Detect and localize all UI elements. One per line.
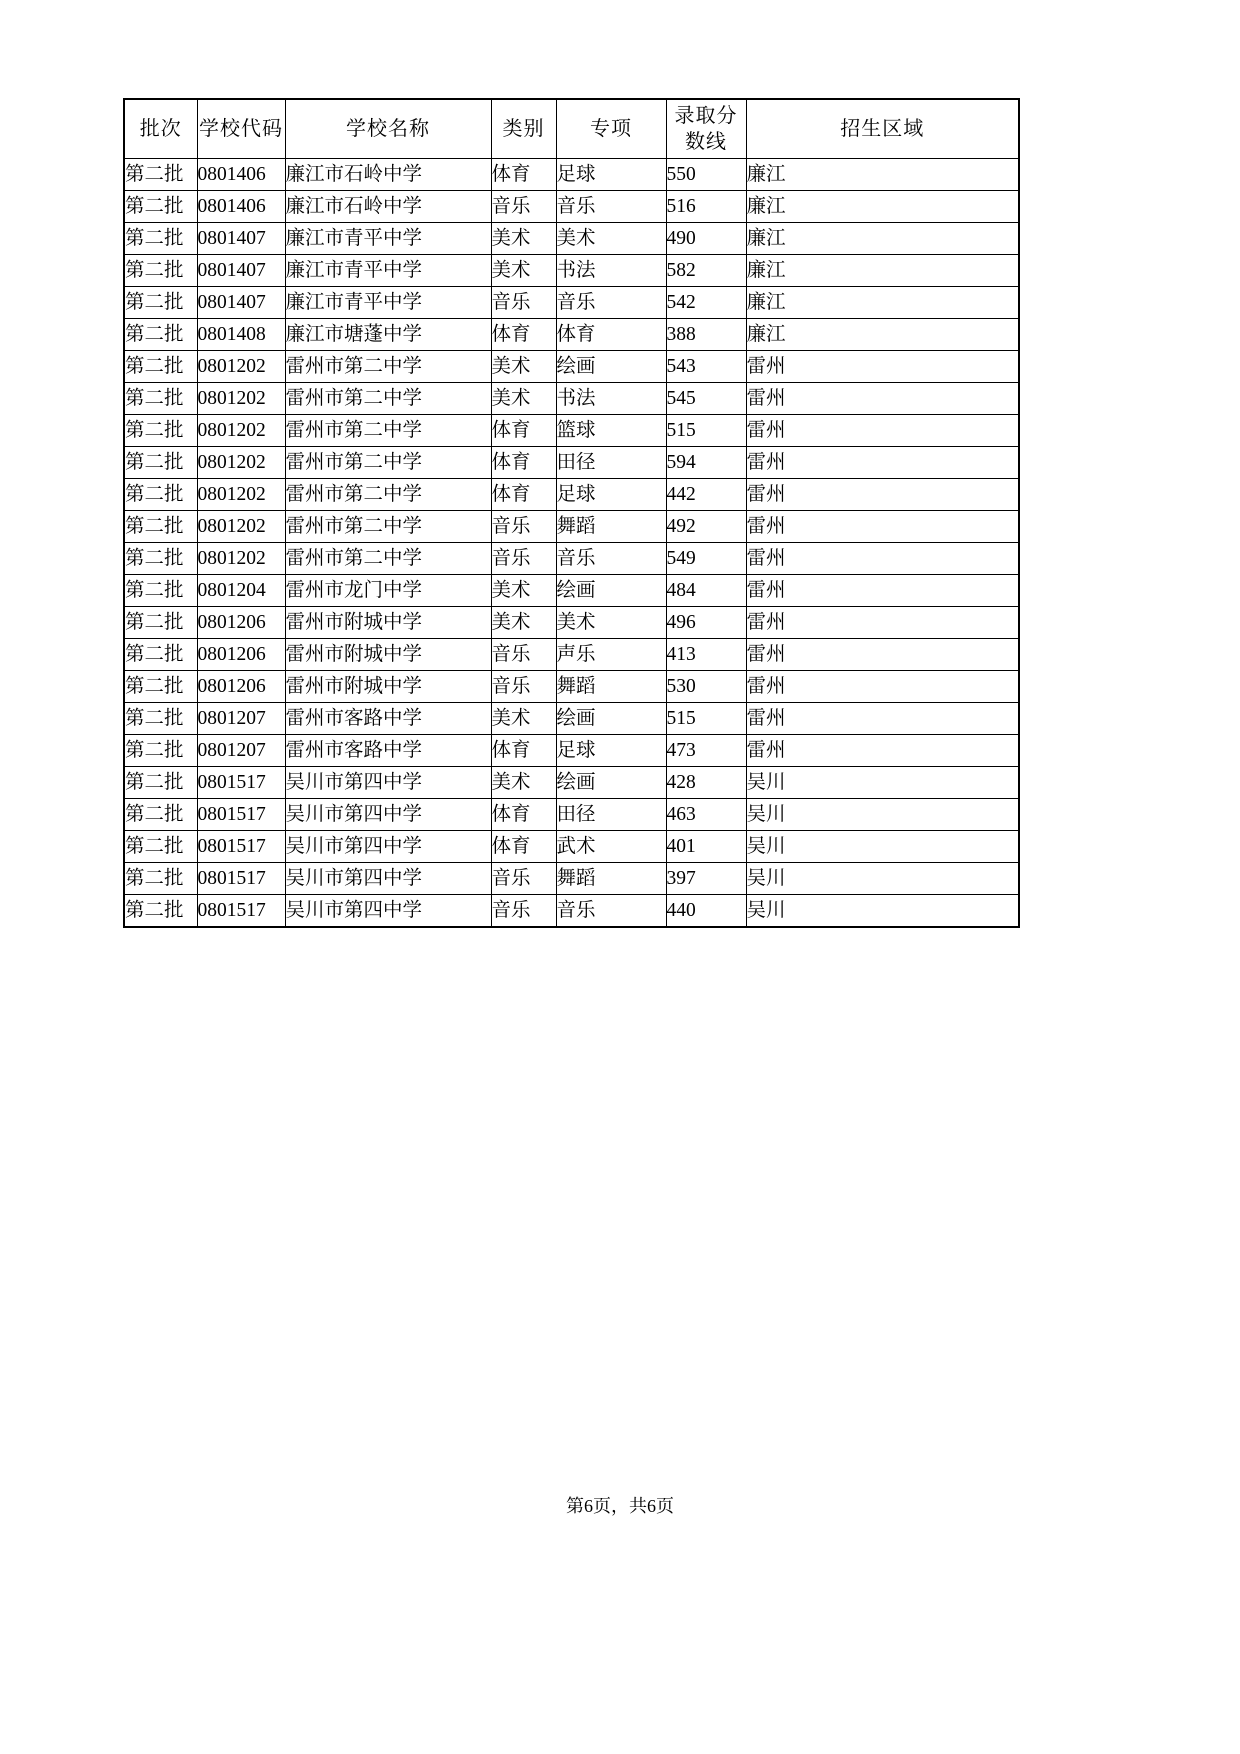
cell-major: 田径 xyxy=(556,447,666,479)
cell-school-name: 雷州市第二中学 xyxy=(285,351,491,383)
cell-school-name: 廉江市青平中学 xyxy=(285,287,491,319)
cell-category: 美术 xyxy=(491,255,556,287)
cell-major: 绘画 xyxy=(556,767,666,799)
cell-major: 舞蹈 xyxy=(556,671,666,703)
cell-school-code: 0801407 xyxy=(197,255,285,287)
cell-category: 音乐 xyxy=(491,895,556,928)
cell-batch: 第二批 xyxy=(124,863,197,895)
cell-batch: 第二批 xyxy=(124,639,197,671)
cell-batch: 第二批 xyxy=(124,543,197,575)
header-row xyxy=(124,99,1019,159)
cell-region: 雷州 xyxy=(746,383,1019,415)
cell-school-code: 0801207 xyxy=(197,703,285,735)
cell-category: 音乐 xyxy=(491,543,556,575)
cell-school-code: 0801204 xyxy=(197,575,285,607)
column-header-region: 招生区域 xyxy=(746,99,1019,159)
cell-category: 美术 xyxy=(491,607,556,639)
cell-region: 雷州 xyxy=(746,575,1019,607)
cell-score: 490 xyxy=(666,223,746,255)
cell-major: 舞蹈 xyxy=(556,511,666,543)
cell-category: 体育 xyxy=(491,831,556,863)
cell-score: 463 xyxy=(666,799,746,831)
cell-region: 雷州 xyxy=(746,415,1019,447)
cell-category: 音乐 xyxy=(491,287,556,319)
cell-score: 515 xyxy=(666,415,746,447)
cell-major: 音乐 xyxy=(556,895,666,928)
table-row xyxy=(124,671,1019,703)
cell-category: 音乐 xyxy=(491,863,556,895)
table-row xyxy=(124,735,1019,767)
cell-region: 雷州 xyxy=(746,735,1019,767)
cell-region: 雷州 xyxy=(746,639,1019,671)
cell-major: 舞蹈 xyxy=(556,863,666,895)
cell-region: 雷州 xyxy=(746,351,1019,383)
cell-score: 550 xyxy=(666,159,746,191)
cell-school-code: 0801202 xyxy=(197,543,285,575)
cell-school-name: 吴川市第四中学 xyxy=(285,863,491,895)
cell-school-code: 0801517 xyxy=(197,831,285,863)
column-header-batch: 批次 xyxy=(124,99,197,159)
cell-category: 体育 xyxy=(491,799,556,831)
cell-score: 530 xyxy=(666,671,746,703)
cell-school-code: 0801517 xyxy=(197,767,285,799)
cell-batch: 第二批 xyxy=(124,895,197,928)
cell-school-code: 0801202 xyxy=(197,447,285,479)
cell-score: 492 xyxy=(666,511,746,543)
cell-school-code: 0801202 xyxy=(197,351,285,383)
cell-school-code: 0801202 xyxy=(197,479,285,511)
cell-school-code: 0801202 xyxy=(197,415,285,447)
table-row xyxy=(124,863,1019,895)
cell-major: 绘画 xyxy=(556,351,666,383)
cell-score: 582 xyxy=(666,255,746,287)
cell-school-name: 吴川市第四中学 xyxy=(285,895,491,928)
cell-major: 美术 xyxy=(556,223,666,255)
cell-school-code: 0801407 xyxy=(197,223,285,255)
cell-region: 雷州 xyxy=(746,671,1019,703)
cell-region: 吴川 xyxy=(746,767,1019,799)
table-row xyxy=(124,351,1019,383)
table-row xyxy=(124,703,1019,735)
cell-school-name: 廉江市青平中学 xyxy=(285,223,491,255)
cell-category: 美术 xyxy=(491,767,556,799)
cell-school-code: 0801407 xyxy=(197,287,285,319)
cell-region: 吴川 xyxy=(746,799,1019,831)
table-row xyxy=(124,319,1019,351)
cell-school-name: 吴川市第四中学 xyxy=(285,767,491,799)
cell-score: 473 xyxy=(666,735,746,767)
cell-category: 体育 xyxy=(491,735,556,767)
cell-batch: 第二批 xyxy=(124,575,197,607)
cell-major: 足球 xyxy=(556,159,666,191)
cell-school-name: 廉江市石岭中学 xyxy=(285,191,491,223)
cell-major: 田径 xyxy=(556,799,666,831)
cell-batch: 第二批 xyxy=(124,383,197,415)
cell-school-name: 廉江市青平中学 xyxy=(285,255,491,287)
column-header-category: 类别 xyxy=(491,99,556,159)
cell-batch: 第二批 xyxy=(124,671,197,703)
cell-major: 音乐 xyxy=(556,191,666,223)
cell-school-code: 0801408 xyxy=(197,319,285,351)
cell-score: 549 xyxy=(666,543,746,575)
cell-batch: 第二批 xyxy=(124,351,197,383)
cell-region: 雷州 xyxy=(746,447,1019,479)
table-row xyxy=(124,479,1019,511)
column-header-major: 专项 xyxy=(556,99,666,159)
cell-batch: 第二批 xyxy=(124,607,197,639)
table-row xyxy=(124,607,1019,639)
cell-category: 美术 xyxy=(491,383,556,415)
cell-region: 雷州 xyxy=(746,511,1019,543)
cell-region: 吴川 xyxy=(746,863,1019,895)
cell-region: 廉江 xyxy=(746,319,1019,351)
cell-score: 440 xyxy=(666,895,746,928)
cell-category: 美术 xyxy=(491,223,556,255)
cell-region: 雷州 xyxy=(746,543,1019,575)
cell-batch: 第二批 xyxy=(124,319,197,351)
cell-major: 足球 xyxy=(556,735,666,767)
cell-major: 声乐 xyxy=(556,639,666,671)
cell-score: 388 xyxy=(666,319,746,351)
cell-region: 吴川 xyxy=(746,831,1019,863)
cell-score: 442 xyxy=(666,479,746,511)
table-row xyxy=(124,447,1019,479)
cell-school-code: 0801206 xyxy=(197,639,285,671)
cell-school-name: 吴川市第四中学 xyxy=(285,831,491,863)
cell-school-name: 雷州市第二中学 xyxy=(285,383,491,415)
cell-major: 篮球 xyxy=(556,415,666,447)
cell-major: 书法 xyxy=(556,255,666,287)
cell-school-name: 廉江市塘蓬中学 xyxy=(285,319,491,351)
cell-school-name: 吴川市第四中学 xyxy=(285,799,491,831)
cell-school-name: 雷州市第二中学 xyxy=(285,447,491,479)
cell-batch: 第二批 xyxy=(124,223,197,255)
cell-category: 音乐 xyxy=(491,191,556,223)
cell-batch: 第二批 xyxy=(124,767,197,799)
cell-score: 397 xyxy=(666,863,746,895)
cell-major: 体育 xyxy=(556,319,666,351)
cell-batch: 第二批 xyxy=(124,447,197,479)
cell-school-name: 雷州市龙门中学 xyxy=(285,575,491,607)
cell-category: 美术 xyxy=(491,351,556,383)
column-header-score-line1: 录取分 xyxy=(674,105,738,127)
table-row xyxy=(124,767,1019,799)
table-row xyxy=(124,895,1019,928)
cell-category: 音乐 xyxy=(491,639,556,671)
table-row xyxy=(124,191,1019,223)
cell-score: 428 xyxy=(666,767,746,799)
cell-score: 515 xyxy=(666,703,746,735)
cell-batch: 第二批 xyxy=(124,191,197,223)
cell-score: 496 xyxy=(666,607,746,639)
cell-school-name: 雷州市附城中学 xyxy=(285,607,491,639)
table-row xyxy=(124,639,1019,671)
cell-school-name: 雷州市第二中学 xyxy=(285,479,491,511)
cell-region: 廉江 xyxy=(746,191,1019,223)
cell-category: 美术 xyxy=(491,703,556,735)
cell-category: 体育 xyxy=(491,159,556,191)
cell-category: 音乐 xyxy=(491,671,556,703)
cell-score: 413 xyxy=(666,639,746,671)
cell-region: 廉江 xyxy=(746,159,1019,191)
cell-category: 体育 xyxy=(491,415,556,447)
cell-major: 书法 xyxy=(556,383,666,415)
cell-region: 雷州 xyxy=(746,479,1019,511)
cell-school-code: 0801406 xyxy=(197,191,285,223)
table-row xyxy=(124,415,1019,447)
cell-region: 雷州 xyxy=(746,703,1019,735)
score-table-container xyxy=(123,98,1018,928)
table-row xyxy=(124,287,1019,319)
cell-school-code: 0801517 xyxy=(197,799,285,831)
cell-score: 401 xyxy=(666,831,746,863)
cell-batch: 第二批 xyxy=(124,287,197,319)
column-header-score-line2: 数线 xyxy=(685,131,727,153)
cell-score: 516 xyxy=(666,191,746,223)
cell-score: 484 xyxy=(666,575,746,607)
cell-school-code: 0801206 xyxy=(197,607,285,639)
cell-category: 音乐 xyxy=(491,511,556,543)
column-header-school: 学校名称 xyxy=(285,99,491,159)
cell-school-code: 0801517 xyxy=(197,863,285,895)
cell-region: 廉江 xyxy=(746,255,1019,287)
cell-major: 音乐 xyxy=(556,543,666,575)
table-row xyxy=(124,383,1019,415)
cell-major: 美术 xyxy=(556,607,666,639)
cell-school-code: 0801206 xyxy=(197,671,285,703)
cell-score: 542 xyxy=(666,287,746,319)
cell-school-code: 0801517 xyxy=(197,895,285,928)
cell-major: 绘画 xyxy=(556,703,666,735)
cell-batch: 第二批 xyxy=(124,703,197,735)
cell-batch: 第二批 xyxy=(124,511,197,543)
page-footer: 第6页，共6页 xyxy=(566,1496,674,1516)
cell-school-name: 廉江市石岭中学 xyxy=(285,159,491,191)
table-row xyxy=(124,223,1019,255)
cell-school-code: 0801406 xyxy=(197,159,285,191)
column-header-code: 学校代码 xyxy=(197,99,285,159)
cell-category: 美术 xyxy=(491,575,556,607)
column-header-score xyxy=(666,99,746,159)
table-row xyxy=(124,575,1019,607)
cell-category: 体育 xyxy=(491,319,556,351)
cell-batch: 第二批 xyxy=(124,159,197,191)
table-row xyxy=(124,543,1019,575)
table-header xyxy=(124,99,1019,159)
cell-major: 绘画 xyxy=(556,575,666,607)
cell-major: 武术 xyxy=(556,831,666,863)
cell-school-name: 雷州市客路中学 xyxy=(285,703,491,735)
table-row xyxy=(124,159,1019,191)
cell-batch: 第二批 xyxy=(124,415,197,447)
cell-major: 音乐 xyxy=(556,287,666,319)
cell-region: 雷州 xyxy=(746,607,1019,639)
table-row xyxy=(124,511,1019,543)
cell-region: 吴川 xyxy=(746,895,1019,928)
cell-school-code: 0801202 xyxy=(197,511,285,543)
cell-school-name: 雷州市第二中学 xyxy=(285,511,491,543)
table-row xyxy=(124,799,1019,831)
cell-school-code: 0801207 xyxy=(197,735,285,767)
cell-school-name: 雷州市第二中学 xyxy=(285,415,491,447)
cell-batch: 第二批 xyxy=(124,255,197,287)
cell-region: 廉江 xyxy=(746,287,1019,319)
cell-score: 545 xyxy=(666,383,746,415)
cell-major: 足球 xyxy=(556,479,666,511)
cell-category: 体育 xyxy=(491,479,556,511)
cell-school-name: 雷州市附城中学 xyxy=(285,671,491,703)
cell-batch: 第二批 xyxy=(124,479,197,511)
cell-batch: 第二批 xyxy=(124,799,197,831)
cell-score: 594 xyxy=(666,447,746,479)
table-row xyxy=(124,831,1019,863)
cell-region: 廉江 xyxy=(746,223,1019,255)
table-row xyxy=(124,255,1019,287)
cell-school-name: 雷州市第二中学 xyxy=(285,543,491,575)
cell-school-code: 0801202 xyxy=(197,383,285,415)
cell-batch: 第二批 xyxy=(124,735,197,767)
cell-score: 543 xyxy=(666,351,746,383)
cell-school-name: 雷州市附城中学 xyxy=(285,639,491,671)
cell-batch: 第二批 xyxy=(124,831,197,863)
table-body xyxy=(124,159,1019,928)
cell-school-name: 雷州市客路中学 xyxy=(285,735,491,767)
cell-category: 体育 xyxy=(491,447,556,479)
admission-score-table xyxy=(123,98,1020,928)
